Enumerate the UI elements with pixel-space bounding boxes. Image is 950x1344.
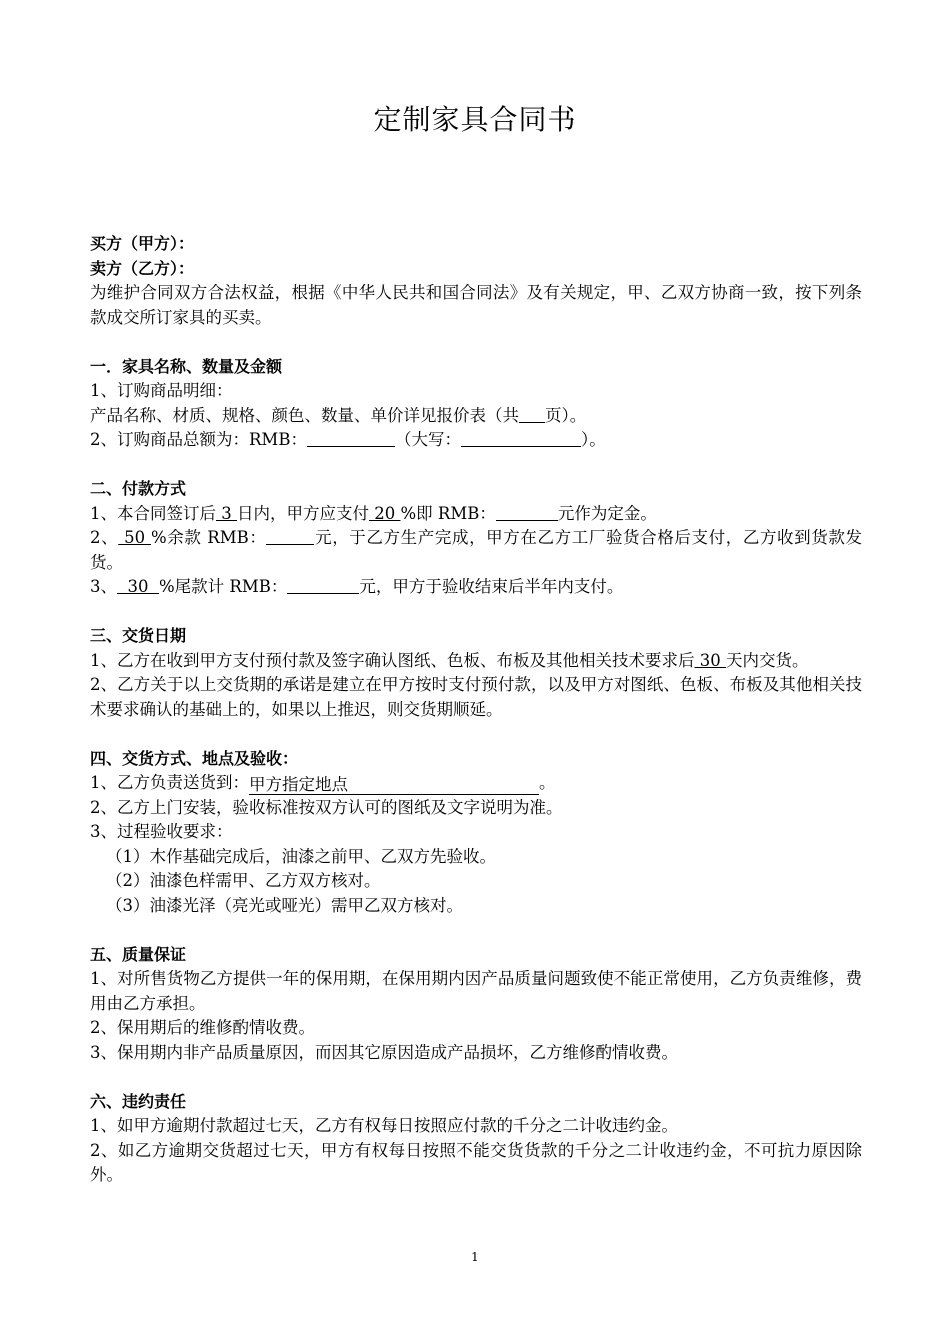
deposit-percent-value: 20 (369, 503, 401, 523)
section-2-line-3 (90, 575, 862, 600)
section-5-line-2: 2、保用期后的维修酌情收费。 (90, 1018, 315, 1037)
total-amount-words-blank[interactable] (461, 429, 581, 447)
section-6-heading: 六、违约责任 (90, 1091, 187, 1111)
section-5-line-3: 3、保用期内非产品质量原因，而因其它原因造成产品损坏，乙方维修酌情收费。 (90, 1042, 678, 1062)
inspection-item-1: （1）木作基础完成后，油漆之前甲、乙双方先验收。 (106, 846, 496, 866)
text: 1、本合同签订后 (90, 503, 216, 523)
section-2-line-1 (90, 502, 862, 527)
text: 2、 (90, 528, 119, 547)
balance-amount-blank[interactable] (266, 527, 314, 545)
section-5-heading: 五、质量保证 (90, 944, 187, 964)
balance-percent-value: 50 (118, 528, 151, 547)
text: %尾款计 RMB： (158, 577, 288, 596)
section-4-heading: 四、交货方式、地点及验收： (90, 748, 299, 768)
text: 产品名称、材质、规格、颜色、数量、单价详见报价表（共 (90, 405, 519, 425)
days-value: 3 (216, 503, 237, 523)
text: 元，于乙方生产完成，甲方在乙方工厂验货合格后支付，乙方收到货款发货。 (90, 528, 862, 572)
delivery-location-value: 甲方指定地点 (249, 776, 539, 795)
text: 2、订购商品总额为：RMB： (90, 430, 307, 449)
section-2-heading: 二、付款方式 (90, 479, 187, 498)
inspection-item-3: （3）油漆光泽（亮光或哑光）需甲乙双方核对。 (106, 895, 463, 915)
text: %余款 RMB： (150, 528, 267, 547)
text: %即 RMB： (400, 503, 496, 523)
text: （大写： (394, 430, 461, 449)
text: 页）。 (545, 405, 587, 425)
page-number: 1 (471, 1250, 479, 1264)
final-amount-blank[interactable] (287, 576, 359, 594)
text: ）。 (580, 430, 606, 449)
pages-blank[interactable] (519, 405, 545, 423)
document-title: 定制家具合同书 (373, 103, 577, 136)
text: 元作为定金。 (557, 503, 657, 523)
inspection-item-2: （2）油漆色样需甲、乙方双方核对。 (106, 871, 381, 890)
text: 1、乙方负责送货到： (90, 773, 249, 792)
section-1-heading: 一．家具名称、数量及金额 (90, 356, 283, 376)
section-3-paragraph-1 (90, 649, 862, 674)
text: 1、乙方在收到甲方支付预付款及签字确认图纸、色板、布板及其他相关技术要求后 (90, 650, 695, 670)
section-1-line-2 (90, 404, 862, 429)
seller-label: 卖方（乙方）： (90, 258, 195, 278)
section-5-paragraph-1: 1、对所售货物乙方提供一年的保用期，在保用期内因产品质量问题致使不能正常使用，乙方负责维修，费用由乙方承担。 (90, 969, 862, 1013)
section-4-line-1 (90, 771, 862, 796)
section-4-line-3: 3、过程验收要求： (90, 822, 233, 841)
text: 日内，甲方应支付 (237, 503, 369, 523)
text: 。 (539, 773, 556, 792)
text: 元，甲方于验收结束后半年内支付。 (359, 577, 624, 596)
section-3-paragraph-2: 2、乙方关于以上交货期的承诺是建立在甲方按时支付预付款，以及甲方对图纸、色板、布板及其他相关技术要求确认的基础上的，如果以上推迟，则交货期顺延。 (90, 675, 862, 719)
section-2-line-2 (90, 526, 862, 575)
section-1-line-1: 1、订购商品明细： (90, 381, 233, 400)
buyer-label: 买方（甲方）： (90, 234, 195, 253)
section-3-heading: 三、交货日期 (90, 626, 187, 645)
section-1-line-3 (90, 428, 862, 453)
section-6-line-1: 1、如甲方逾期付款超过七天，乙方有权每日按照应付款的千分之二计收违约金。 (90, 1116, 678, 1135)
delivery-days-value: 30 (694, 650, 726, 670)
section-6-paragraph-2: 2、如乙方逾期交货超过七天，甲方有权每日按照不能交货货款的千分之二计收违约金，不可抗力原因除外。 (90, 1140, 862, 1184)
final-percent-value: 30 (117, 577, 159, 596)
deposit-amount-blank[interactable] (496, 503, 558, 521)
document-body (90, 232, 862, 1188)
total-amount-blank[interactable] (307, 429, 395, 447)
text: 3、 (90, 577, 117, 596)
section-4-line-2: 2、乙方上门安装，验收标准按双方认可的图纸及文字说明为准。 (90, 797, 563, 817)
text: 天内交货。 (726, 650, 809, 670)
intro-paragraph: 为维护合同双方合法权益，根据《中华人民共和国合同法》及有关规定，甲、乙双方协商一致，按下列条款成交所订家具的买卖。 (90, 283, 862, 327)
